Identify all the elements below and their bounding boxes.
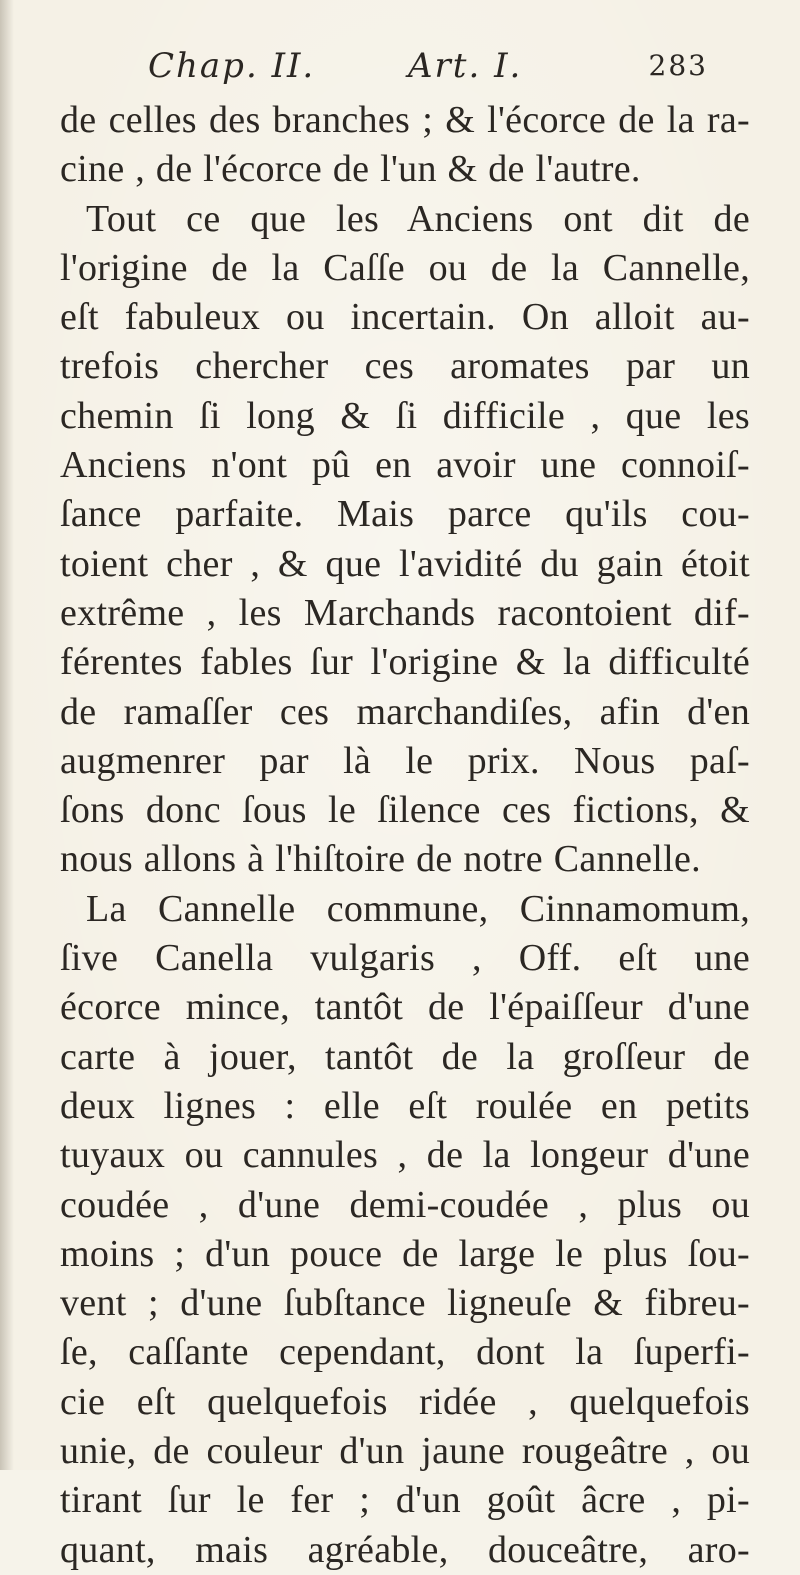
text-line: trefois chercher ces aromates par un	[60, 345, 750, 388]
page-number: 283	[648, 49, 708, 82]
text-line: écorce mince, tantôt de l'épaiſſeur d'une	[60, 986, 750, 1029]
gutter-shadow	[0, 0, 14, 1470]
text-line: ſance parfaite. Mais parce qu'ils cou-	[60, 493, 750, 536]
text-line: unie, de couleur d'un jaune rougeâtre , ou	[60, 1430, 750, 1473]
text-line: tuyaux ou cannules , de la longeur d'une	[60, 1134, 750, 1177]
text-line: vent ; d'une ſubſtance ligneuſe & fibreu-	[60, 1282, 750, 1325]
text-line: tirant ſur le fer ; d'un goût âcre , pi-	[60, 1479, 750, 1522]
text-line: l'origine de la Caſſe ou de la Cannelle,	[60, 246, 750, 289]
body-text	[60, 96, 750, 1575]
text-line: coudée , d'une demi-coudée , plus ou	[60, 1183, 750, 1226]
running-head-chapter: Chap. II.	[148, 46, 316, 86]
text-line: La Cannelle commune, Cinnamomum,	[86, 887, 750, 930]
text-line: férentes fables ſur l'origine & la difficulté	[60, 641, 750, 684]
text-line: toient cher , & que l'avidité du gain étoit	[60, 542, 750, 585]
text-line: deux lignes : elle eſt roulée en petits	[60, 1084, 750, 1127]
running-head	[148, 42, 708, 92]
running-head-article: Art. I.	[408, 46, 523, 86]
text-line: nous allons à l'hiſtoire de notre Cannelle.	[60, 838, 701, 881]
text-line: cine , de l'écorce de l'un & de l'autre.	[60, 148, 641, 191]
text-line: augmenrer par là le prix. Nous paſ-	[60, 739, 750, 782]
text-line: cie eſt quelquefois ridée , quelquefois	[60, 1380, 750, 1423]
text-line: eſt fabuleux ou incertain. On alloit au-	[60, 296, 750, 339]
text-line: moins ; d'un pouce de large le plus ſou-	[60, 1232, 750, 1275]
text-line: ſons donc ſous le ſilence ces fictions, &	[60, 789, 750, 832]
text-line: Anciens n'ont pû en avoir une connoiſ-	[60, 444, 750, 487]
text-line: chemin ſi long & ſi difficile , que les	[60, 394, 750, 437]
text-line: de celles des branches ; & l'écorce de la ra-	[60, 99, 750, 141]
text-line: carte à jouer, tantôt de la groſſeur de	[60, 1035, 750, 1078]
text-line: de ramaſſer ces marchandiſes, afin d'en	[60, 690, 750, 733]
text-line: ſive Canella vulgaris , Off. eſt une	[60, 937, 750, 980]
text-line: extrême , les Marchands racontoient dif-	[60, 591, 750, 634]
text-line: quant, mais agréable, douceâtre, aro-	[60, 1528, 750, 1571]
text-line: ſe, caſſante cependant, dont la ſuperfi-	[60, 1331, 750, 1374]
text-line: Tout ce que les Anciens ont dit de	[86, 197, 750, 240]
